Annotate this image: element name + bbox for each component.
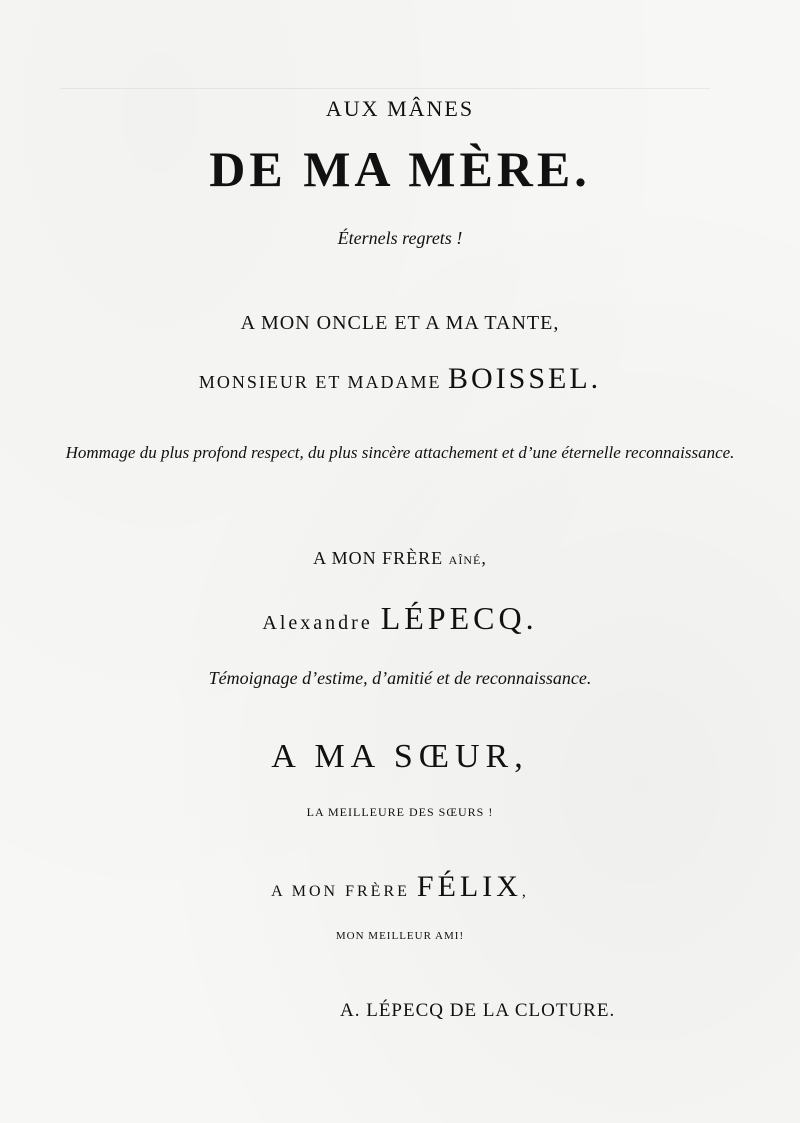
dedication-hommage: Hommage du plus profond respect, du plus sincère attachement et d’une éternelle reconnaissance. (65, 443, 735, 462)
felix-name: FÉLIX (416, 870, 522, 903)
dedication-temoignage: Témoignage d’estime, d’amitié et de reconnaissance. (208, 668, 592, 688)
alexandre-name: LÉPECQ. (380, 600, 538, 636)
dedication-heading-small: AUX MÂNES (325, 96, 475, 121)
dedication-alexandre (0, 600, 800, 637)
felix-prefix: A MON FRÈRE (271, 883, 417, 900)
dedication-felix (0, 870, 800, 904)
dedication-heading-large: DE MA MÈRE. (209, 141, 591, 197)
dedication-felix-sub: MON MEILLEUR AMI! (335, 930, 465, 942)
dedication-sister-sub: LA MEILLEURE DES SŒURS ! (306, 805, 494, 819)
bleed-through-rule (60, 88, 710, 89)
alexandre-prefix: Alexandre (262, 612, 381, 634)
brother-elder-main: A MON FRÈRE (313, 548, 449, 568)
dedication-uncle-aunt: A MON ONCLE ET A MA TANTE, (240, 312, 560, 334)
dedication-brother-elder (0, 548, 800, 569)
felix-end: , (521, 883, 529, 900)
dedication-subtitle: Éternels regrets ! (337, 228, 463, 248)
dedication-boissel (0, 362, 800, 396)
author-signature: A. LÉPECQ DE LA CLOTURE. (340, 1000, 616, 1021)
boissel-name: BOISSEL. (448, 362, 602, 395)
dedication-sister: A MA SŒUR, (271, 738, 529, 775)
brother-elder-end: , (481, 548, 487, 568)
brother-elder-small: AÎNÉ (448, 553, 482, 567)
boissel-prefix: MONSIEUR ET MADAME (198, 372, 448, 392)
